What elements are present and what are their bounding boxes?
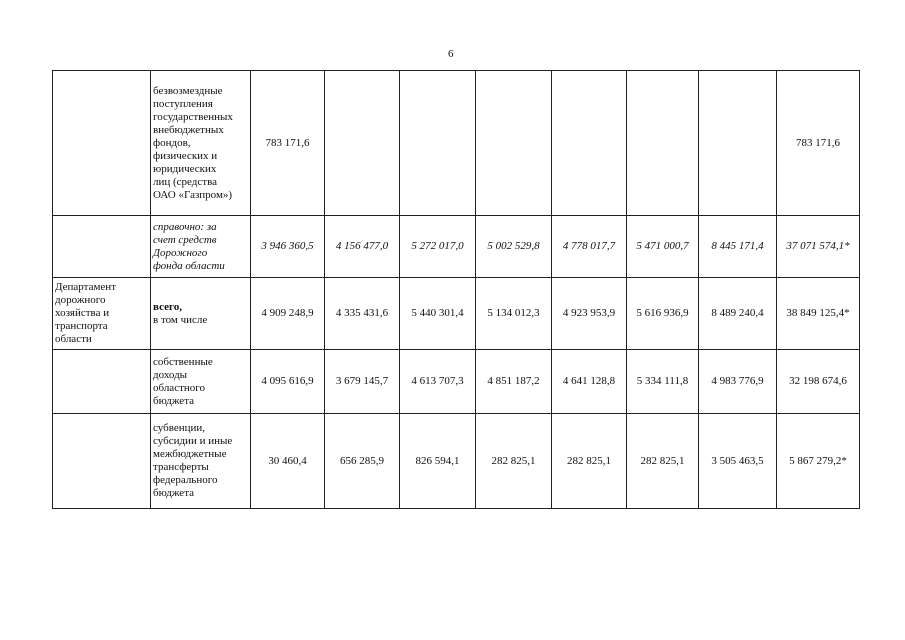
- value-cell: 38 849 125,4*: [777, 278, 860, 350]
- value-cell: 5 334 111,8: [627, 350, 699, 414]
- value-cell: 4 923 953,9: [552, 278, 627, 350]
- description-cell: собственные доходы областного бюджета: [151, 350, 251, 414]
- value-cell: 5 471 000,7: [627, 216, 699, 278]
- value-cell: 783 171,6: [777, 71, 860, 216]
- value-cell: 37 071 574,1*: [777, 216, 860, 278]
- description-cell: субвенции, субсидии и иные межбюджетные трансферты федерального бюджета: [151, 414, 251, 509]
- value-cell: 4 641 128,8: [552, 350, 627, 414]
- value-cell: 656 285,9: [325, 414, 400, 509]
- value-cell: 4 335 431,6: [325, 278, 400, 350]
- value-cell: 4 909 248,9: [251, 278, 325, 350]
- page-number: 6: [448, 48, 454, 60]
- table-row: [53, 414, 860, 509]
- value-cell: 5 616 936,9: [627, 278, 699, 350]
- description-cell: всего, в том числе: [151, 278, 251, 350]
- value-cell: 4 851 187,2: [476, 350, 552, 414]
- value-cell: 282 825,1: [627, 414, 699, 509]
- value-cell: 783 171,6: [251, 71, 325, 216]
- budget-table: [52, 70, 860, 509]
- value-cell: 5 002 529,8: [476, 216, 552, 278]
- value-cell: 4 095 616,9: [251, 350, 325, 414]
- value-cell: [325, 71, 400, 216]
- value-cell: 826 594,1: [400, 414, 476, 509]
- value-cell: [552, 71, 627, 216]
- table-row: [53, 278, 860, 350]
- value-cell: 30 460,4: [251, 414, 325, 509]
- value-cell: 5 867 279,2*: [777, 414, 860, 509]
- value-cell: 8 445 171,4: [699, 216, 777, 278]
- value-cell: 8 489 240,4: [699, 278, 777, 350]
- description-cell: безвозмездные поступления государственных внебюджетных фондов, физических и юридических лиц (средства ОАО «Газпром»): [151, 71, 251, 216]
- value-cell: 3 505 463,5: [699, 414, 777, 509]
- value-cell: 4 983 776,9: [699, 350, 777, 414]
- value-cell: [400, 71, 476, 216]
- value-cell: 32 198 674,6: [777, 350, 860, 414]
- table-row: [53, 350, 860, 414]
- value-cell: [476, 71, 552, 216]
- value-cell: 3 946 360,5: [251, 216, 325, 278]
- value-cell: 3 679 145,7: [325, 350, 400, 414]
- value-cell: 5 134 012,3: [476, 278, 552, 350]
- department-cell: [53, 216, 151, 278]
- value-cell: 282 825,1: [552, 414, 627, 509]
- description-cell: справочно: за счет средств Дорожного фонда области: [151, 216, 251, 278]
- value-cell: 4 156 477,0: [325, 216, 400, 278]
- value-cell: [699, 71, 777, 216]
- department-cell: [53, 350, 151, 414]
- department-cell: Департамент дорожного хозяйства и транспорта области: [53, 278, 151, 350]
- department-cell: [53, 71, 151, 216]
- department-cell: [53, 414, 151, 509]
- value-cell: [627, 71, 699, 216]
- value-cell: 5 272 017,0: [400, 216, 476, 278]
- value-cell: 5 440 301,4: [400, 278, 476, 350]
- table-row: [53, 216, 860, 278]
- value-cell: 4 613 707,3: [400, 350, 476, 414]
- value-cell: 282 825,1: [476, 414, 552, 509]
- table-row: [53, 71, 860, 216]
- value-cell: 4 778 017,7: [552, 216, 627, 278]
